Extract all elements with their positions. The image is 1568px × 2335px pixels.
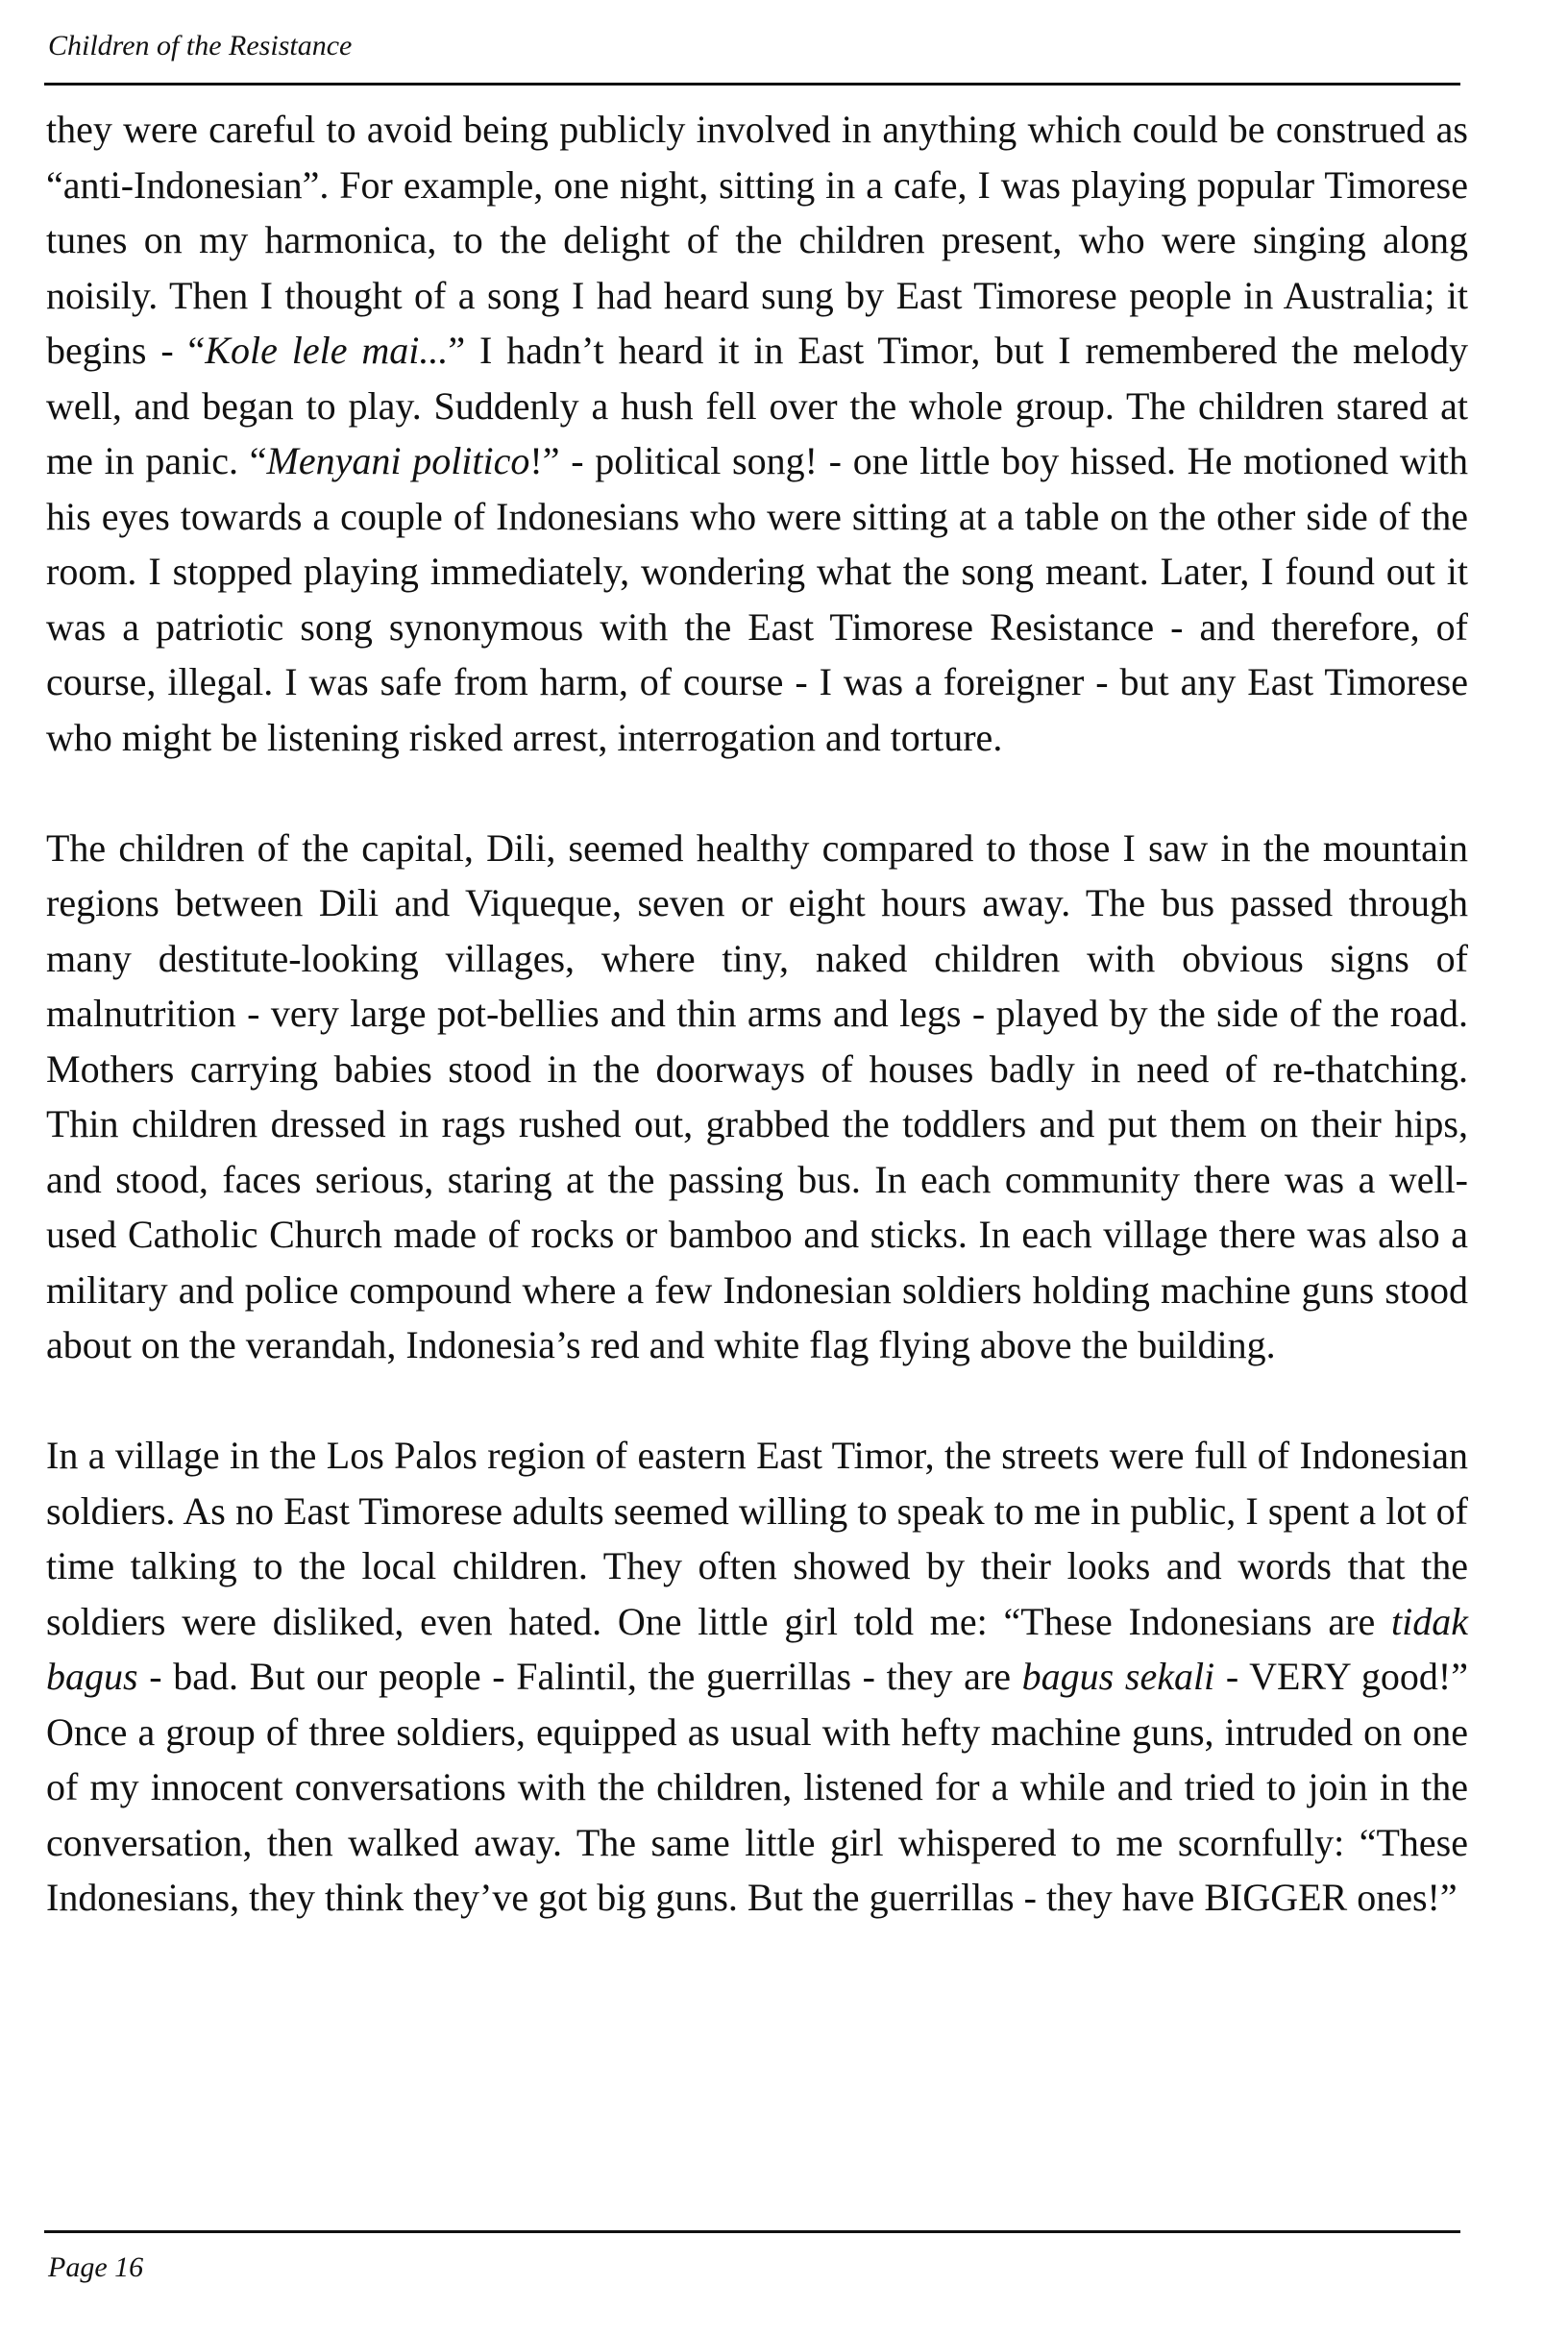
footer-rule xyxy=(44,2230,1460,2233)
italic-text-run: Menyani politico xyxy=(266,439,530,482)
page-number: Page 16 xyxy=(48,2251,144,2283)
italic-text-run: tidak bagus xyxy=(46,1599,1468,1698)
text-run: ” I hadn’t heard it in East Timor, but I remembered the melody well, and began to play. Suddenly a hush fell over the whole group. The children stared at me in panic. “ xyxy=(46,329,1468,482)
paragraph xyxy=(46,821,1468,1373)
text-run: - bad. But our people - Falintil, the guerrillas - they are xyxy=(137,1655,1022,1698)
paragraph xyxy=(46,1428,1468,1926)
text-run: In a village in the Los Palos region of eastern East Timor, the streets were full of Indonesian soldiers. As no East Timorese adults seemed willing to speak to me in public, I spent a lot of time talking to the local children. They often showed by their looks and words that the soldiers were disliked, even hated. One little girl told me: “These Indonesians are xyxy=(46,1434,1468,1643)
text-run: The children of the capital, Dili, seemed healthy compared to those I saw in the mountain regions between Dili and Viqueque, seven or eight hours away. The bus passed through many destitute-looking villages, where tiny, naked children with obvious signs of malnutrition - very large pot-bellies and thin arms and legs - played by the side of the road. Mothers carrying babies stood in the doorways of houses badly in need of re-thatching. Thin children dressed in rags rushed out, grabbed the toddlers and put them on their hips, and stood, faces serious, staring at the passing bus. In each community there was a well-used Catholic Church made of rocks or bamboo and sticks. In each village there was also a military and police compound where a few Indonesian soldiers holding machine guns stood about on the verandah, Indonesia’s red and white flag flying above the building. xyxy=(46,825,1468,1366)
text-run: !” - political song! - one little boy hissed. He motioned with his eyes towards a couple of Indonesians who were sitting at a table on the other side of the room. I stopped playing immediately, wondering what the song meant. Later, I found out it was a patriotic song synonymous with the East Timorese Resistance - and therefore, of course, illegal. I was safe from harm, of course - I was a foreigner - but any East Timorese who might be listening risked arrest, interrogation and torture. xyxy=(46,439,1468,759)
paragraph xyxy=(46,102,1468,765)
header-rule xyxy=(44,83,1460,86)
text-run: - VERY good!” Once a group of three soldiers, equipped as usual with hefty machine guns, intruded on one of my innocent conversations with the children, listened for a while and tried to join in the conversation, then walked away. The same little girl whispered to me scornfully: “These Indonesians, they think they’ve got big guns. But the guerrillas - they have BIGGER ones!” xyxy=(46,1655,1469,1919)
body-text xyxy=(46,102,1468,1926)
text-run: they were careful to avoid being publicly involved in anything which could be construed as “anti-Indonesian”. For example, one night, sitting in a cafe, I was playing popular Timorese tunes on my harmonica, to the delight of the children present, who were singing along noisily. Then I thought of a song I had heard sung by East Timorese people in Australia; it begins - “ xyxy=(46,108,1468,372)
italic-text-run: Kole lele mai... xyxy=(205,329,449,372)
italic-text-run: bagus sekali xyxy=(1021,1655,1215,1698)
running-header: Children of the Resistance xyxy=(48,30,353,61)
